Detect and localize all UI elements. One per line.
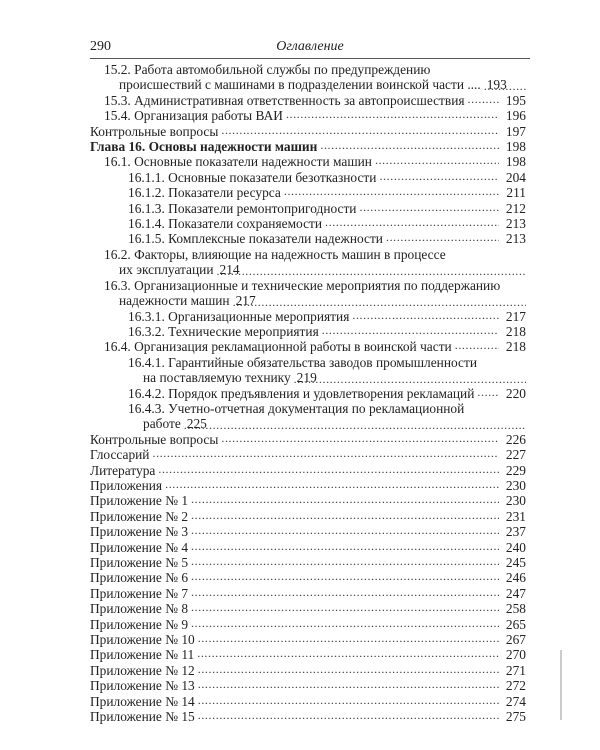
dot-leader: [158, 463, 499, 475]
toc-entry: [90, 463, 526, 478]
toc-entry-title: Приложение № 3: [90, 524, 189, 540]
toc-entry: [90, 509, 526, 524]
dot-leader: [191, 601, 499, 613]
toc-page-number: 274: [505, 693, 526, 709]
toc-page-number: 275: [505, 709, 526, 725]
dot-leader: [477, 386, 499, 398]
toc-entry: [90, 170, 526, 185]
toc-entry: [90, 570, 526, 585]
toc-entry-title: Приложение № 5: [90, 555, 189, 570]
toc-entry: [90, 694, 526, 709]
toc-entry: [90, 493, 526, 508]
scan-artifact: [560, 650, 562, 720]
toc-entry-title: 16.1.2. Показатели ресурса: [128, 185, 281, 201]
toc-entry-title: 16.3.1. Организационные мероприятия: [128, 308, 350, 324]
dot-leader: [191, 586, 499, 598]
toc-entry-title: Приложение № 1: [90, 493, 189, 509]
toc-entry-title: 16.3.2. Технические мероприятия: [128, 323, 319, 339]
toc-page-number: 240: [505, 539, 526, 555]
toc-entry-title: 16.4.3. Учетно-отчетная документация по рекламационной: [128, 400, 465, 416]
dot-leader: [191, 524, 499, 536]
toc-entry-title: Приложение № 15: [90, 709, 195, 725]
toc-entry-title: Приложение № 6: [90, 570, 189, 586]
toc-entry: [90, 139, 526, 154]
toc-entry-title: Приложение № 7: [90, 585, 189, 601]
dot-leader: [359, 201, 499, 213]
toc-entry: [90, 355, 526, 386]
toc-page-number: 246: [505, 570, 526, 586]
toc-entry: [90, 601, 526, 616]
toc-entry-title: Контрольные вопросы: [90, 123, 219, 139]
toc-entry: [90, 663, 526, 678]
toc-entry: [90, 447, 526, 462]
toc-page-number: 212: [505, 200, 526, 216]
toc-entry-title: Приложение № 14: [90, 693, 195, 709]
page-number: 290: [90, 39, 111, 54]
toc-entry-title: 16.1.5. Комплексные показатели надежности: [128, 231, 383, 247]
toc-page-number: 195: [505, 92, 526, 108]
toc-entry-title: 16.1. Основные показатели надежности машин: [104, 154, 372, 170]
dot-leader: [375, 154, 499, 166]
dot-leader: [191, 493, 499, 505]
toc-page-number: 220: [505, 385, 526, 401]
toc-entry-title: Приложение № 12: [90, 662, 195, 678]
toc-page-number: 231: [505, 508, 526, 524]
toc-entry-title: Литература: [90, 462, 156, 478]
toc-entry: [90, 617, 526, 632]
dot-leader: [352, 309, 499, 321]
toc-page-number: 219: [296, 370, 317, 386]
toc-entry-title: 16.1.1. Основные показатели безотказности: [128, 169, 377, 185]
dot-leader: [320, 139, 499, 151]
toc-entry: [90, 278, 526, 309]
toc-page-number: 227: [505, 447, 526, 463]
toc-page-number: 270: [505, 647, 526, 663]
toc-entry: [90, 432, 526, 447]
toc-entry-title: Глоссарий: [90, 447, 150, 463]
toc-entry-title: 16.3. Организационные и технические мероприятия по поддержанию: [104, 277, 501, 293]
toc-page-number: 213: [505, 216, 526, 232]
dot-leader: [152, 447, 499, 459]
dot-leader: [221, 124, 499, 136]
toc-entry: [90, 401, 526, 432]
toc-page-number: 204: [505, 169, 526, 185]
toc-entry: [90, 339, 526, 354]
toc-page-number: 211: [506, 185, 526, 201]
toc-page-number: 225: [186, 416, 207, 432]
toc-page-number: 267: [505, 632, 526, 648]
dot-leader: [286, 108, 499, 120]
toc-entry-title: Приложение № 4: [90, 539, 189, 555]
dot-leader: [198, 663, 499, 675]
dot-leader: [325, 216, 499, 228]
toc-entry: [90, 154, 526, 169]
toc-entry: [90, 185, 526, 200]
toc-page-number: 217: [505, 308, 526, 324]
toc-page-number: 214: [219, 262, 240, 278]
toc-entry: [90, 524, 526, 539]
toc-page-number: 229: [505, 462, 526, 478]
dot-leader: [198, 709, 499, 721]
dot-leader: [191, 509, 499, 521]
dot-leader: [284, 185, 499, 197]
toc-entry: [90, 108, 526, 123]
toc-entry-title-continuation: их эксплуатации: [119, 262, 214, 278]
toc-entry: [90, 201, 526, 216]
toc-page-number: 218: [505, 323, 526, 339]
toc-entry-title: 16.1.3. Показатели ремонтопригодности: [128, 200, 357, 216]
toc-page-number: 218: [505, 339, 526, 355]
dot-leader: [191, 570, 499, 582]
dot-leader: [379, 170, 499, 182]
dot-leader: [191, 540, 499, 552]
toc-page-number: 196: [505, 108, 526, 124]
toc-entry-title: 15.4. Организация работы ВАИ: [104, 108, 283, 124]
dot-leader: [455, 339, 499, 351]
toc-entry: [90, 647, 526, 662]
toc-entry-title: 16.4. Организация рекламационной работы в воинской части: [104, 339, 452, 355]
toc-entry-title: Приложение № 11: [90, 647, 195, 663]
toc-entry-title-continuation: надежности машин: [119, 293, 230, 309]
toc-entry-title: 15.2. Работа автомобильной службы по предупреждению: [104, 62, 431, 77]
toc-entry-title: Приложение № 13: [90, 678, 195, 694]
toc-entry: [90, 586, 526, 601]
toc-entry-title-continuation: происшествий с машинами в подразделении воинской части ....: [119, 77, 481, 93]
toc-entry: [90, 386, 526, 401]
toc-entry-title: Приложение № 8: [90, 601, 189, 617]
toc-entry-title: Приложение № 2: [90, 508, 189, 524]
toc-page-number: 217: [235, 293, 256, 309]
toc-entry: [90, 678, 526, 693]
toc-entry-title: 16.4.2. Порядок предъявления и удовлетворения рекламаций: [128, 385, 475, 401]
toc-entry-title: 16.1.4. Показатели сохраняемости: [128, 216, 323, 232]
toc-page-number: 272: [505, 678, 526, 694]
dot-leader: [198, 632, 499, 644]
toc-entry: [90, 93, 526, 108]
toc-entry: [90, 540, 526, 555]
toc-entry-title: Приложение № 9: [90, 616, 189, 632]
toc-page-number: 245: [505, 555, 526, 570]
toc-page-number: 198: [505, 139, 526, 155]
dot-leader: [386, 231, 499, 243]
toc-entry-title: 15.3. Административная ответственность за автопроисшествия: [104, 92, 465, 108]
toc-page-number: 265: [505, 616, 526, 632]
dot-leader: [197, 647, 499, 659]
page-header: [90, 38, 530, 59]
toc-entry: [90, 231, 526, 246]
toc-entry: [90, 124, 526, 139]
dot-leader: [191, 555, 499, 567]
toc-entry-title-continuation: работе: [143, 416, 181, 432]
running-title: Оглавление: [276, 39, 344, 54]
toc-page-number: 237: [505, 524, 526, 540]
toc-entry-title: 16.2. Факторы, влияющие на надежность машин в процессе: [104, 246, 446, 262]
toc-entry-title: Контрольные вопросы: [90, 431, 219, 447]
toc-page-number: 197: [505, 123, 526, 139]
dot-leader: [191, 617, 499, 629]
toc-entry: [90, 309, 526, 324]
toc-entry-title: Приложения: [90, 477, 163, 493]
toc-page-number: 193: [486, 77, 507, 93]
dot-leader: [198, 694, 499, 706]
dot-leader: [468, 93, 499, 105]
toc-page-number: 213: [505, 231, 526, 247]
toc-entry: [90, 478, 526, 493]
toc-page-number: 247: [505, 585, 526, 601]
dot-leader: [165, 478, 499, 490]
table-of-contents: [90, 62, 526, 724]
toc-page-number: 271: [505, 662, 526, 678]
toc-page-number: 230: [505, 477, 526, 493]
toc-entry-title-continuation: на поставляемую технику: [143, 370, 291, 386]
toc-entry: [90, 324, 526, 339]
toc-entry: [90, 555, 526, 570]
toc-entry: [90, 216, 526, 231]
toc-entry-title: Приложение № 10: [90, 632, 195, 648]
toc-page-number: 230: [505, 493, 526, 509]
toc-page-number: 258: [505, 601, 526, 617]
dot-leader: [322, 324, 499, 336]
dot-leader: [198, 678, 499, 690]
toc-entry-title: 16.4.1. Гарантийные обязательства заводов промышленности: [128, 354, 477, 370]
toc-entry: [90, 709, 526, 724]
dot-leader: [221, 432, 499, 444]
toc-page-number: 198: [505, 154, 526, 170]
toc-entry: [90, 247, 526, 278]
toc-page-number: 226: [505, 431, 526, 447]
toc-entry: [90, 632, 526, 647]
toc-entry-title: Глава 16. Основы надежности машин: [90, 139, 318, 155]
toc-entry: [90, 62, 526, 93]
